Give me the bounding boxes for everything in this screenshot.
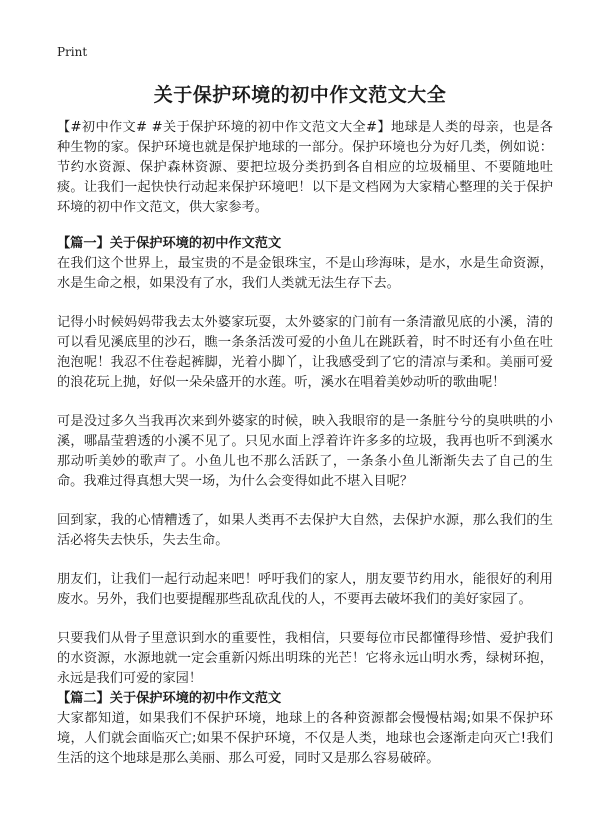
paragraph: 记得小时候妈妈带我去太外婆家玩耍，太外婆家的门前有一条清澈见底的小溪，清的可以看见溪底里的沙石，瞧一条条活泼可爱的小鱼儿在跳跃着，时不时还有小鱼在吐泡泡呢！我忍不住卷起裤脚，光着小脚丫，让我感受到了它的清凉与柔和。美丽可爱的浪花玩上抛，好似一朵朵盛开的水莲。听，溪水在唱着美妙动听的歌曲呢！ — [57, 315, 553, 390]
section-1 — [57, 234, 553, 689]
paragraph: 在我们这个世界上，最宝贵的不是金银珠宝，不是山珍海味，是水，水是生命资源，水是生命之根，如果没有了水，我们人类就无法生存下去。 — [57, 256, 553, 291]
print-link[interactable]: Print — [57, 45, 88, 59]
paragraph: 朋友们，让我们一起行动起来吧！呼吁我们的家人，朋友要节约用水，能很好的利用废水。另外，我们也要提醒那些乱砍乱伐的人，不要再去破坏我们的美好家园了。 — [57, 572, 553, 607]
paragraph: 可是没过多久当我再次来到外婆家的时候，映入我眼帘的是一条脏兮兮的臭哄哄的小溪，哪晶莹碧透的小溪不见了。只见水面上浮着许许多多的垃圾，我再也听不到溪水那动听美妙的歌声了。小鱼儿也不那么活跃了，一条条小鱼儿渐渐失去了自己的生命。我难过得真想大哭一场，为什么会变得如此不堪入目呢？ — [57, 414, 553, 489]
paragraph: 回到家，我的心情糟透了，如果人类再不去保护大自然，去保护水源，那么我们的生活必将失去快乐，失去生命。 — [57, 513, 553, 548]
section-2 — [57, 689, 553, 769]
section-heading: 【篇二】关于保护环境的初中作文范文 — [57, 691, 282, 706]
section-heading: 【篇一】关于保护环境的初中作文范文 — [57, 236, 282, 251]
intro-paragraph: 【#初中作文# #关于保护环境的初中作文范文大全#】地球是人类的母亲，也是各种生物的家。保护环境也就是保护地球的一部分。保护环境也分为好几类，例如说：节约水资源、保护森林资源、要把垃圾分类扔到各自相应的垃圾桶里、不要随地吐痰。让我们一起快快行动起来保护环境吧！以下是文档网为大家精心整理的关于保护环境的初中作文范文，供大家参考。 — [57, 120, 553, 215]
article-body — [57, 118, 553, 769]
page-title: 关于保护环境的初中作文范文大全 — [153, 84, 447, 106]
paragraph: 大家都知道，如果我们不保护环境，地球上的各种资源都会慢慢枯竭;如果不保护环境，人们就会面临灭亡;如果不保护环境，不仅是人类，地球也会逐渐走向灭亡!我们生活的这个地球是那么美丽、那么可爱，同时又是那么容易破碎。 — [57, 711, 553, 766]
paragraph: 只要我们从骨子里意识到水的重要性，我相信，只要每位市民都懂得珍惜、爱护我们的水资源，水源地就一定会重新闪烁出明珠的光芒！它将永远山明水秀，绿树环抱，永远是我们可爱的家园！ — [57, 631, 553, 686]
